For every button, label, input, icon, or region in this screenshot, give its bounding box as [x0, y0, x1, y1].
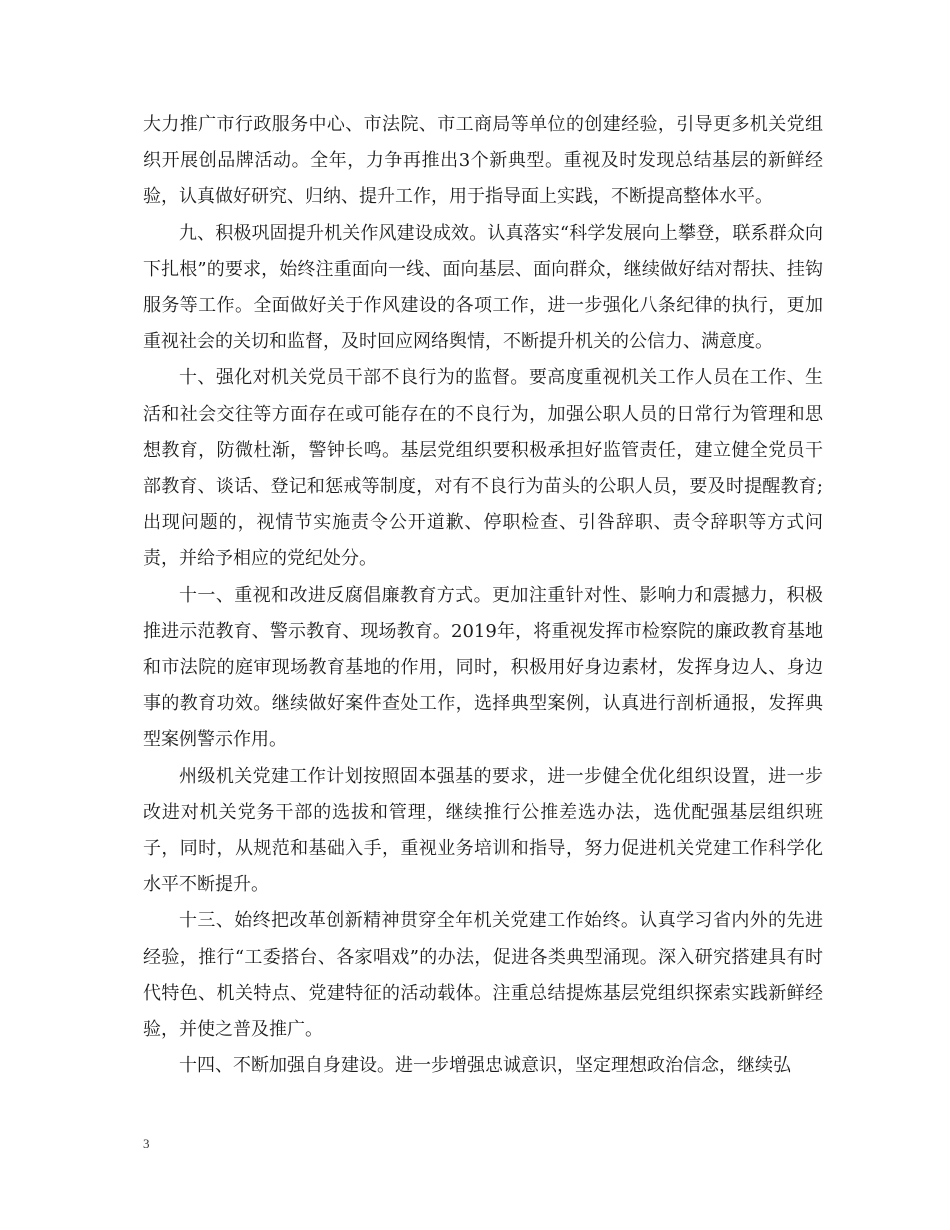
document-body	[143, 107, 823, 1084]
paragraph-7: 十四、不断加强自身建设。进一步增强忠诚意识，坚定理想政治信念，继续弘	[179, 1055, 791, 1077]
paragraph-5: 州级机关党建工作计划按照固本强基的要求，进一步健全优化组织设置，进一步改进对机关党务干部的选拔和管理，继续推行公推差选办法，选优配强基层组织班子，同时，从规范和基础入手，重视业务培训和指导，努力促进机关党建工作科学化水平不断提升。	[143, 765, 823, 896]
paragraph-3: 十、强化对机关党员干部不良行为的监督。要高度重视机关工作人员在工作、生活和社会交往等方面存在或可能存在的不良行为，加强公职人员的日常行为管理和思想教育，防微杜渐，警钟长鸣。基层党组织要积极承担好监管责任，建立健全党员干部教育、谈话、登记和惩戒等制度，对有不良行为苗头的公职人员，要及时提醒教育;出现问题的，视情节实施责令公开道歉、停职检查、引咎辞职、责令辞职等方式问责，并给予相应的党纪处分。	[143, 367, 823, 570]
paragraph-1: 大力推广市行政服务中心、市法院、市工商局等单位的创建经验，引导更多机关党组织开展创品牌活动。全年，力争再推出3个新典型。重视及时发现总结基层的新鲜经验，认真做好研究、归纳、提升工作，用于指导面上实践，不断提高整体水平。	[143, 114, 823, 208]
paragraph-2: 九、积极巩固提升机关作风建设成效。认真落实“科学发展向上攀登，联系群众向下扎根”的要求，始终注重面向一线、面向基层、面向群众，继续做好结对帮扶、挂钩服务等工作。全面做好关于作风建设的各项工作，进一步强化八条纪律的执行，更加重视社会的关切和监督，及时回应网络舆情，不断提升机关的公信力、满意度。	[143, 222, 823, 353]
paragraph-4: 十一、重视和改进反腐倡廉教育方式。更加注重针对性、影响力和震撼力，积极推进示范教育、警示教育、现场教育。2019年，将重视发挥市检察院的廉政教育基地和市法院的庭审现场教育基地的作用，同时，积极用好身边素材，发挥身边人、身边事的教育功效。继续做好案件查处工作，选择典型案例，认真进行剖析通报，发挥典型案例警示作用。	[143, 584, 823, 751]
page-number: 3	[143, 1136, 150, 1151]
paragraph-6: 十三、始终把改革创新精神贯穿全年机关党建工作始终。认真学习省内外的先进经验，推行“工委搭台、各家唱戏”的办法，促进各类典型涌现。深入研究搭建具有时代特色、机关特点、党建特征的活动载体。注重总结提炼基层党组织探索实践新鲜经验，并使之普及推广。	[143, 910, 823, 1041]
